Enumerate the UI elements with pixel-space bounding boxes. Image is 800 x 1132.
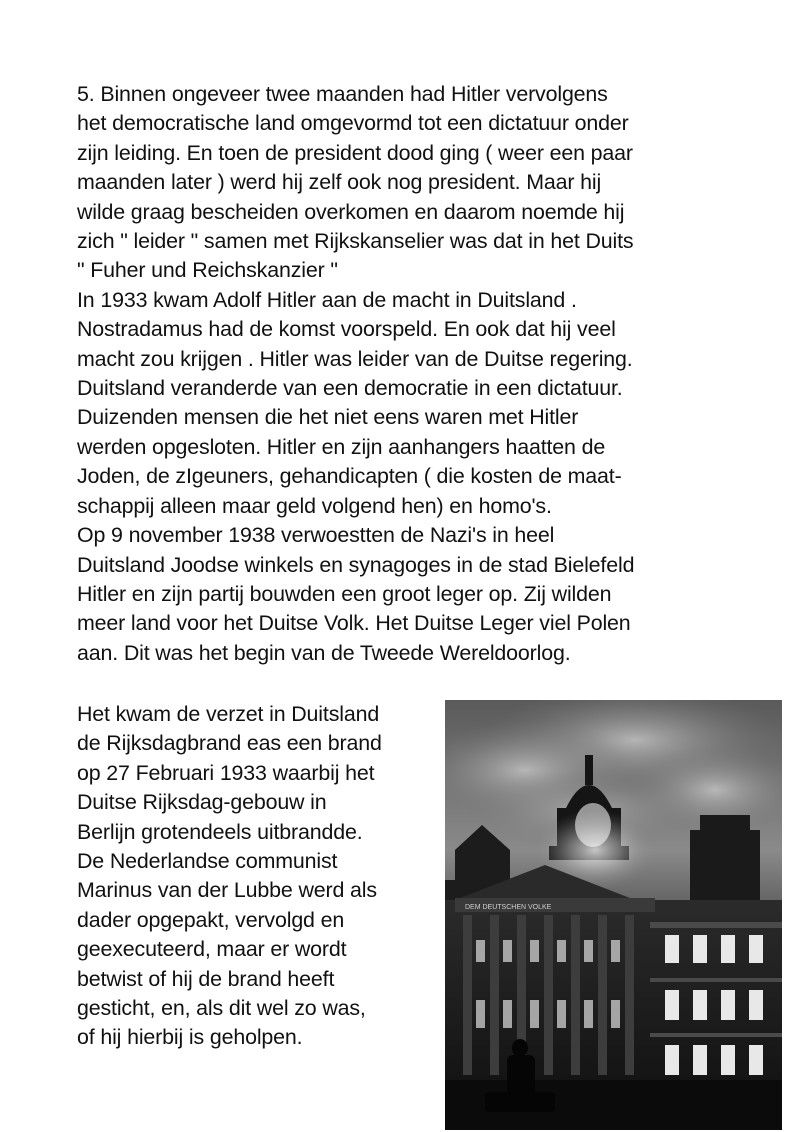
photo-inscription: DEM DEUTSCHEN VOLKE [465, 904, 552, 911]
text-line: macht zou krijgen . Hitler was leider van de Duitse regering. [77, 346, 633, 371]
text-line: Duitse Rijksdag-gebouw in [77, 790, 327, 815]
text-line: Duizenden mensen die het niet eens waren met Hitler [77, 405, 579, 430]
text-line: Marinus van der Lubbe werd als [77, 878, 377, 903]
text-line: meer land voor het Duitse Volk. Het Duitse Leger viel Polen [77, 611, 631, 636]
text-line: op 27 Februari 1933 waarbij het [77, 760, 375, 785]
text-line: 5. Binnen ongeveer twee maanden had Hitler vervolgens [77, 82, 608, 106]
reichstag-fire-photo [445, 700, 782, 1130]
text-line: Duitsland Joodse winkels en synagoges in de stad Bielefeld [77, 552, 635, 577]
text-line: de Rijksdagbrand eas een brand [77, 731, 382, 756]
text-line: " Fuher und Reichskanzier " [77, 258, 338, 283]
text-line: betwist of hij de brand heeft [77, 966, 335, 991]
text-line: zijn leiding. En toen de president dood ging ( weer een paar [77, 140, 633, 165]
text-line: werden opgesloten. Hitler en zijn aanhangers haatten de [77, 434, 606, 459]
text-line: of hij hierbij is geholpen. [77, 1025, 303, 1050]
text-line: De Nederlandse communist [77, 849, 338, 874]
text-line: Het kwam de verzet in Duitsland [77, 702, 380, 726]
text-line: Duitsland veranderde van een democratie in een dictatuur. [77, 376, 623, 401]
main-paragraph [77, 80, 767, 668]
text-line: Joden, de zIgeuners, gehandicapten ( die kosten de maat- [77, 464, 622, 489]
text-line: Hitler en zijn partij bouwden een groot leger op. Zij wilden [77, 581, 612, 606]
text-line: Nostradamus had de komst voorspeld. En ook dat hij veel [77, 317, 616, 342]
text-line: gesticht, en, als dit wel zo was, [77, 996, 366, 1021]
text-line: geexecuteerd, maar er wordt [77, 937, 347, 962]
text-line: In 1933 kwam Adolf Hitler aan de macht in Duitsland . [77, 287, 577, 312]
text-line: Berlijn grotendeels uitbrandde. [77, 819, 363, 844]
text-line: dader opgepakt, vervolgd en [77, 907, 345, 932]
text-line: aan. Dit was het begin van de Tweede Wereldoorlog. [77, 640, 571, 665]
text-line: Op 9 november 1938 verwoestten de Nazi's in heel [77, 523, 555, 548]
reichstag-fire-paragraph [77, 700, 437, 1053]
text-line: maanden later ) werd hij zelf ook nog president. Maar hij [77, 170, 602, 195]
text-line: zich " leider " samen met Rijkskanselier was dat in het Duits [77, 229, 634, 254]
text-line: schappij alleen maar geld volgend hen) en homo's. [77, 493, 552, 518]
text-line: wilde graag bescheiden overkomen en daarom noemde hij [77, 199, 625, 224]
text-line: het democratische land omgevormd tot een dictatuur onder [77, 111, 629, 136]
